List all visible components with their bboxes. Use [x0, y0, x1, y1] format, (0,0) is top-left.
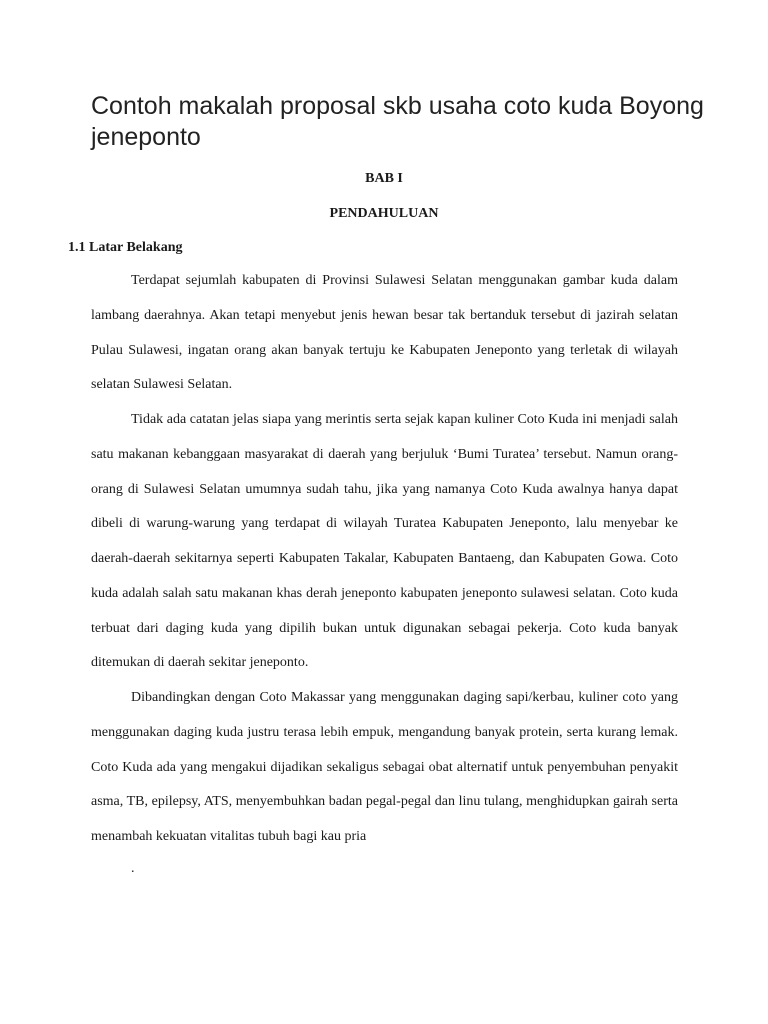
trailing-mark: . — [131, 861, 135, 876]
section-heading: 1.1 Latar Belakang — [68, 240, 183, 255]
paragraph-3: Dibandingkan dengan Coto Makassar yang menggunakan daging sapi/kerbau, kuliner coto yang menggunakan daging kuda justru terasa lebih empuk, mengandung banyak protein, serta kurang lemak. Coto Kuda ada yang mengakui dijadikan sekaligus sebagai obat alternatif untuk penyembuhan penyakit asma, TB, epilepsy, ATS, menyembuhkan badan pegal-pegal dan linu tulang, menghidupkan gairah serta menambah kekuatan vitalitas tubuh bagi kau pria — [91, 690, 678, 844]
chapter-title: PENDAHULUAN — [329, 206, 439, 221]
paragraph-2: Tidak ada catatan jelas siapa yang merintis serta sejak kapan kuliner Coto Kuda ini menjadi salah satu makanan kebanggaan masyarakat di daerah yang berjuluk ‘Bumi Turatea’ tersebut. Namun orang-orang di Sulawesi Selatan umumnya sudah tahu, jika yang namanya Coto Kuda awalnya hanya dapat dibeli di warung-warung yang terdapat di wilayah Turatea Kabupaten Jeneponto, lalu menyebar ke daerah-daerah sekitarnya seperti Kabupaten Takalar, Kabupaten Bantaeng, dan Kabupaten Gowa. Coto kuda adalah salah satu makanan khas derah jeneponto kabupaten jeneponto sulawesi selatan. Coto kuda terbuat dari daging kuda yang dipilih bukan untuk digunakan sebagai pekerja. Coto kuda banyak ditemukan di daerah sekitar jeneponto. — [91, 412, 678, 671]
chapter-number: BAB I — [365, 171, 403, 186]
document-title: Contoh makalah proposal skb usaha coto kuda Boyong jeneponto — [91, 92, 704, 151]
paragraph-1: Terdapat sejumlah kabupaten di Provinsi Sulawesi Selatan menggunakan gambar kuda dalam lambang daerahnya. Akan tetapi menyebut jenis hewan besar tak bertanduk tersebut di jazirah selatan Pulau Sulawesi, ingatan orang akan banyak tertuju ke Kabupaten Jeneponto yang terletak di wilayah selatan Sulawesi Selatan. — [91, 273, 678, 393]
body-text — [91, 264, 678, 855]
